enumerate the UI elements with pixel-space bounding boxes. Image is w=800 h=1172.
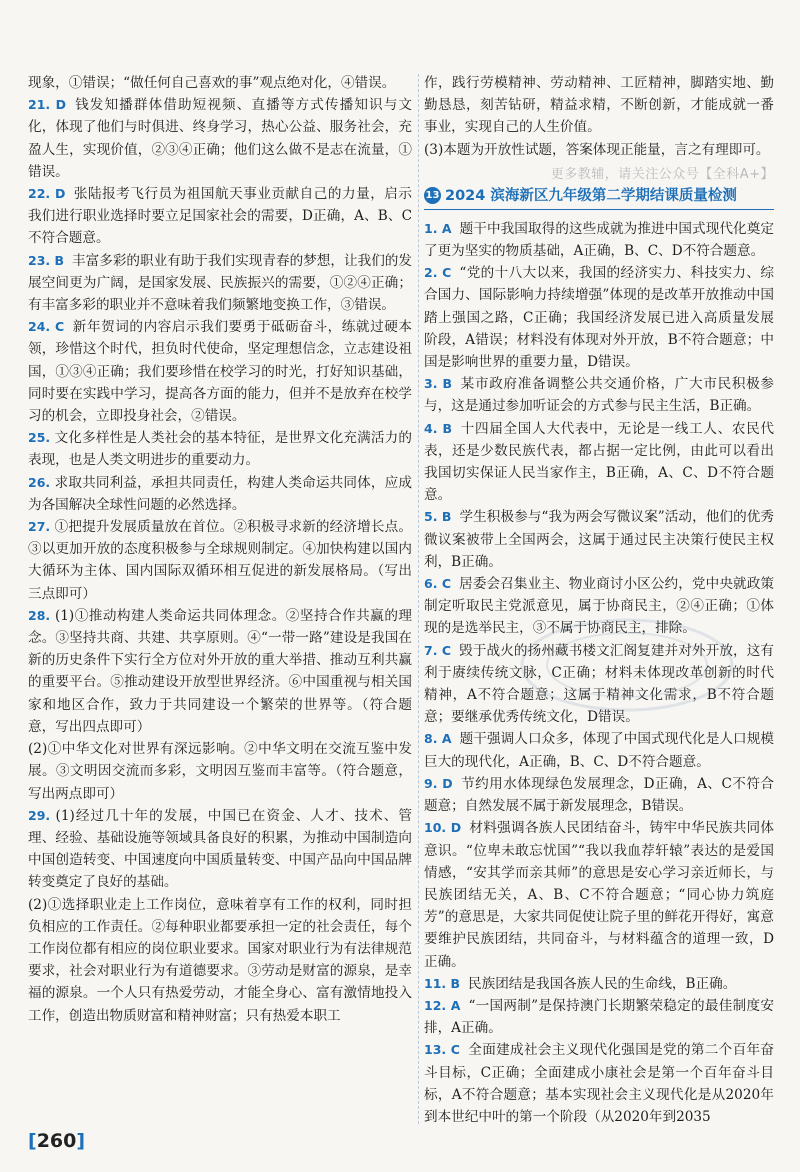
answer-text: 材料强调各族人民团结奋斗，铸牢中华民族共同体意识。“位卑未敢忘忧国”“我以我血荐轩辕”表达的是爱国情感，“安其学而亲其师”的意思是安心学习亲近师长，与民族团结无关，A、B、C不符合题意；“同心协力筑庭芳”的意思是，大家共同促使让院子里的鲜花开得好，寓意要维护民族团结，共同奋斗，与材料蕴含的道理一致，D正确。 <box>424 820 775 970</box>
answer-text: 题干中我国取得的这些成就为推进中国式现代化奠定了更为坚实的物质基础，A正确，B、C、D不符合题意。 <box>424 220 774 260</box>
question-number: 21. <box>28 97 51 113</box>
answer-text: (1)经过几十年的发展，中国已在资金、人才、技术、管理、经验、基础设施等领域具备良好的积累，为推动中国制造向中国创造转变、中国速度向中国质量转变、中国产品向中国品牌转变奠定了良好的基础。 <box>28 807 412 891</box>
answer-choice: D <box>55 97 66 113</box>
answer-item <box>424 506 774 573</box>
question-number: 8. <box>424 731 438 747</box>
question-number: 2. <box>424 265 438 281</box>
answer-text: 现象，①错误；“做任何自己喜欢的事”观点绝对化，④错误。 <box>28 75 396 91</box>
question-number: 12. <box>424 997 447 1013</box>
answer-text: 求取共同利益，承担共同责任，构建人类命运共同体，应成为各国解决全球性问题的必然选择。 <box>28 474 412 513</box>
page-number-value: 260 <box>36 1130 77 1152</box>
answer-item <box>424 773 774 817</box>
answer-text: (3)本题为开放性试题，答案体现正能量，言之有理即可。 <box>424 141 770 158</box>
answer-item <box>424 418 774 507</box>
answer-text: 节约用水体现绿色发展理念，D正确，A、C不符合题意；自然发展不属于新发展理念，B错误。 <box>424 775 774 815</box>
section-number-badge: 13 <box>424 187 441 204</box>
question-number: 28. <box>28 607 51 623</box>
answer-text: 居委会召集业主、物业商讨小区公约，党中央就政策制定听取民主党派意见，属于协商民主，②④正确；①体现的是选举民主，③不属于协商民主，排除。 <box>424 576 774 637</box>
question-number: 23. <box>28 252 51 268</box>
answer-text: 十四届全国人大代表中，无论是一线工人、农民代表，还是少数民族代表，都占据一定比例，由此可以看出我国切实保证人民当家作主，B正确，A、C、D不符合题意。 <box>424 420 775 504</box>
question-number: 25. <box>28 430 51 446</box>
left-column <box>28 72 412 1027</box>
question-number: 5. <box>424 509 438 525</box>
question-number: 10. <box>424 820 447 836</box>
answer-choice: D <box>442 775 453 791</box>
answer-text: 某市政府准备调整公共交通价格，广大市民积极参与，这是通过参加听证会的方式参与民主生活，B正确。 <box>424 376 775 415</box>
question-number: 13. <box>424 1042 447 1058</box>
answer-text: (1)①推动构建人类命运共同体理念。②坚持合作共赢的理念。③坚持共商、共建、共享原则。④“一带一路”建设是我国在新的历史条件下实行全方位对外开放的重大举措、推动互利共赢的重要平台。⑤推动建设开放型世界经济。⑥中国重视与相关国家和地区合作，致力于共同建设一个繁荣的世界等。（符合题意，写出四点即可） <box>28 607 412 735</box>
question-number: 22. <box>28 186 51 202</box>
answer-item <box>424 373 774 417</box>
answer-item <box>424 817 774 972</box>
answer-item <box>28 472 412 516</box>
question-number: 7. <box>424 642 438 658</box>
page-number: [260] <box>28 1130 86 1152</box>
answer-choice: A <box>441 731 452 747</box>
answer-choice: C <box>442 265 452 281</box>
question-number: 6. <box>424 576 438 592</box>
answer-item <box>424 139 774 161</box>
answer-choice: A <box>441 220 452 236</box>
answer-item <box>28 316 412 427</box>
answer-item <box>424 728 774 772</box>
answer-item <box>424 973 774 995</box>
answer-choice: D <box>55 186 66 202</box>
answer-item <box>28 894 412 1027</box>
answer-text: 民族团结是我国各族人民的生命线，B正确。 <box>468 975 737 992</box>
answer-item <box>28 94 412 183</box>
question-number: 24. <box>28 319 51 335</box>
answer-item <box>424 1039 774 1128</box>
answer-choice: D <box>450 820 462 836</box>
question-number: 4. <box>424 420 438 436</box>
answer-choice: C <box>450 1042 460 1058</box>
answer-item <box>28 72 412 94</box>
answer-text: 题干强调人口众多，体现了中国式现代化是人口规模巨大的现代化，A正确，B、C、D不符合题意。 <box>424 731 774 770</box>
answer-text: “党的十八大以来，我国的经济实力、科技实力、综合国力、国际影响力持续增强”体现的是改革开放推动中国踏上强国之路，C正确；我国经济发展已进入高质量发展阶段，A错误；材料没有体现对外开放，B不符合题意；中国是影响世界的重要力量，D错误。 <box>424 265 774 371</box>
answer-text: 学生积极参与“我为两会写微议案”活动，他们的优秀微议案被带上全国两会，这属于通过民主决策行使民主权利，B正确。 <box>424 509 774 570</box>
answer-text: “一国两制”是保持澳门长期繁荣稳定的最佳制度安排，A正确。 <box>424 997 774 1037</box>
answer-text: 钱发知播群体借助短视频、直播等方式传播知识与文化，体现了他们与时俱进、终身学习，热心公益、服务社会，充盈人生，实现价值，②③④正确；他们这么做不是志在流量，①错误。 <box>28 97 413 180</box>
answer-text: 丰富多彩的职业有助于我们实现青春的梦想，让我们的发展空间更为广阔，是国家发展、民族振兴的需要，①②④正确；有丰富多彩的职业并不意味着我们频繁地变换工作，③错误。 <box>28 252 412 314</box>
answer-text: 文化多样性是人类社会的基本特征，是世界文化充满活力的表现，也是人类文明进步的重要动力。 <box>28 430 412 469</box>
answer-choice: B <box>450 975 461 991</box>
answer-item <box>424 573 774 640</box>
answer-text: ①把提升发展质量放在首位。②积极寻求新的经济增长点。③以更加开放的态度积极参与全球规则制定。④加快构建以国内大循环为主体、国内国际双循环相互促进的新发展格局。（写出三点即可） <box>28 519 412 602</box>
answer-text: (2)①中华文化对世界有深远影响。②中华文明在交流互鉴中发展。③文明因交流而多彩，文明因互鉴而丰富等。（符合题意，写出两点即可） <box>28 741 412 802</box>
answer-choice: B <box>441 509 452 525</box>
answer-choice: B <box>442 420 452 436</box>
answer-choice: C <box>441 642 452 658</box>
answer-text: 作，践行劳模精神、劳动精神、工匠精神，脚踏实地、勤勤恳恳，刻苦钻研，精益求精，不断创新，才能成就一番事业，实现自己的人生价值。 <box>424 75 774 136</box>
answer-choice: B <box>54 252 65 268</box>
watermark-text: 更多教辅，请关注公众号【全科A+】 <box>550 166 774 182</box>
answer-choice: C <box>441 576 452 592</box>
answer-choice: A <box>450 997 461 1013</box>
right-column <box>424 72 774 1128</box>
section-title-text: 2024 滨海新区九年级第二学期结课质量检测 <box>445 187 737 204</box>
answer-item <box>28 738 412 805</box>
section-banner <box>424 165 774 210</box>
answer-item <box>424 218 774 262</box>
answer-item <box>28 427 412 471</box>
answer-text: 张陆报考飞行员为祖国航天事业贡献自己的力量，启示我们进行职业选择时要立足国家社会的需要，D正确，A、B、C不符合题意。 <box>28 186 412 247</box>
answer-text: 新年贺词的内容启示我们要勇于砥砺奋斗，练就过硬本领，珍惜这个时代，担负时代使命，坚定理想信念，立志建设祖国，①③④正确；我们要珍惜在校学习的时光，打好知识基础，同时要在实践中学习，提高各方面的能力，但并不是放弃在校学习的机会，立即投身社会，②错误。 <box>28 319 412 425</box>
answer-item <box>424 262 774 373</box>
answer-text: (2)①选择职业走上工作岗位，意味着享有工作的权利，同时担负相应的工作责任。②每种职业都要承担一定的社会责任，每个工作岗位都有相应的岗位职业要求。国家对职业行为有法律规范要求，社会对职业行为有道德要求。③劳动是财富的源泉，是幸福的源泉。一个人只有热爱劳动，才能全身心、富有激情地投入工作，创造出物质财富和精神财富；只有热爱本职工 <box>28 896 412 1024</box>
question-number: 26. <box>28 474 51 490</box>
section-title <box>424 185 774 210</box>
column-divider <box>418 74 419 1124</box>
answer-item <box>28 805 412 894</box>
answer-item <box>28 250 412 317</box>
question-number: 27. <box>28 519 51 535</box>
answer-item <box>28 605 412 738</box>
question-number: 9. <box>424 775 438 791</box>
answer-item <box>424 995 774 1039</box>
answer-text: 毁于战火的扬州藏书楼文汇阁复建并对外开放，这有利于赓续传统文脉，C正确；材料未体现改革创新的时代精神，A不符合题意；这属于精神文化需求，B不符合题意；要继承优秀传统文化，D错误。 <box>424 642 774 726</box>
answer-item <box>28 516 412 605</box>
question-number: 1. <box>424 220 438 236</box>
answer-choice: B <box>442 376 452 392</box>
question-number: 3. <box>424 376 438 392</box>
answer-choice: C <box>55 319 65 335</box>
answer-text: 全面建成社会主义现代化强国是党的第二个百年奋斗目标，C正确；全面建成小康社会是第一个百年奋斗目标，A不符合题意；基本实现社会主义现代化是从2020年到本世纪中叶的第一个阶段（从2020年到2035 <box>424 1042 774 1125</box>
question-number: 11. <box>424 975 447 991</box>
answer-item <box>424 640 774 729</box>
answer-item <box>28 183 412 250</box>
answer-item <box>424 72 774 139</box>
answer-list <box>424 218 774 1128</box>
question-number: 29. <box>28 807 51 823</box>
continued-answers <box>424 72 774 161</box>
